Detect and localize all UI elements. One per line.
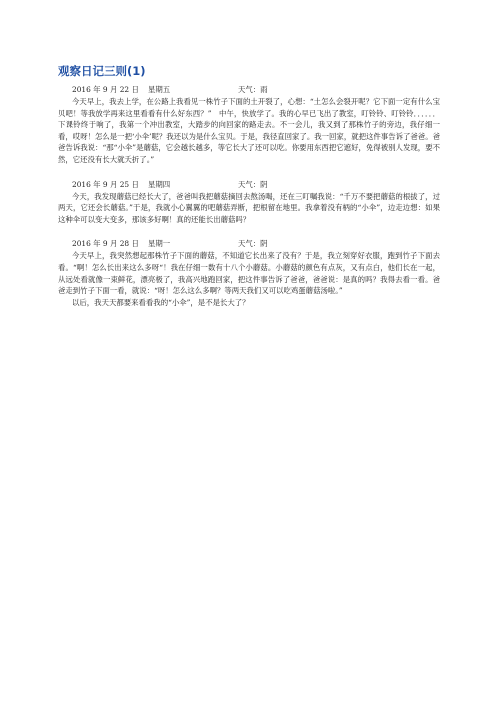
entry-paragraph: 今天早上，我突然想起那株竹子下面的蘑菇，不知道它长出来了没有？于是，我立刻穿好衣服，跑到竹子下面去看。“啊！怎么长出来这么多呀“！我在仔细一数有十八个小蘑菇。小蘑菇的颜色有点灰，又有点白，他们长在一起，从远处看就像一束鲜花，漂亮极了，我高兴地跑回家，把这件事告诉了爸爸，爸爸说：是真的吗？我得去看一看。爸爸走到竹子下面一看，就说：“呀！怎么这么多啊？等两天我们又可以吃鸡蛋蘑菇汤啦。” (58, 251, 440, 296)
entry-header (58, 84, 440, 96)
diary-entry-2 (58, 179, 440, 226)
entry-weekday: 星期四 (148, 179, 171, 189)
entry-weather: 天气：雨 (238, 85, 268, 94)
entry-header (58, 179, 440, 191)
entry-paragraph: 今天，我发现蘑菇已经长大了，爸爸叫我把蘑菇摘回去熬汤喝，还在三叮嘱我说：“千万不要把蘑菇的根拔了，过两天，它还会长蘑菇。”于是，我就小心翼翼的吧蘑菇弄断，把根留在地里。我拿着没有柄的“小伞”，边走边想：如果这种伞可以变大变多，那该多好啊！真的还能长出蘑菇吗？ (58, 191, 440, 224)
diary-entry-3 (58, 238, 440, 308)
document-page (58, 64, 440, 321)
closing-paragraph: 以后，我天天都要来看看我的“小伞”，是不是长大了？ (72, 297, 250, 307)
entry-date: 2016 年 9 月 28 日 (72, 239, 139, 249)
entry-date: 2016 年 9 月 25 日 (72, 179, 139, 189)
entry-paragraph: 今天早上，我去上学，在公路上我看见一株竹子下面的土开裂了，心想：“土怎么会裂开呢？它下面一定有什么宝贝吧！等我放学再来这里看看有什么好东西？” 中午，快放学了。我的心早已飞出了教室，叮铃铃、叮铃铃．．．．．．下课铃终于响了，我第一个冲出教室，大踏步的向回家的路走去。不一会儿，我又到了那株竹子的旁边，我仔细一看，哎呀！怎么是一把‘小伞’呢？我还以为是什么宝贝。于是，我径直回家了。我一回家，就把这件事告诉了爸爸。爸爸告诉我说：“那“小伞”是蘑菇，它会越长越多，等它长大了还可以吃。你要用东西把它遮好，免得被别人发现，要不然，它还没有长大就夭折了。” (58, 97, 440, 164)
entry-date: 2016 年 9 月 22 日 (72, 85, 139, 94)
entry-weather: 天气：阴 (238, 179, 268, 189)
entry-header (58, 238, 440, 250)
document-title: 观察日记三则(1) (58, 64, 146, 78)
entry-weather: 天气：阴 (238, 239, 268, 249)
diary-entry-1 (58, 84, 440, 166)
entry-weekday: 星期五 (148, 85, 171, 94)
entry-weekday: 星期一 (148, 239, 171, 249)
